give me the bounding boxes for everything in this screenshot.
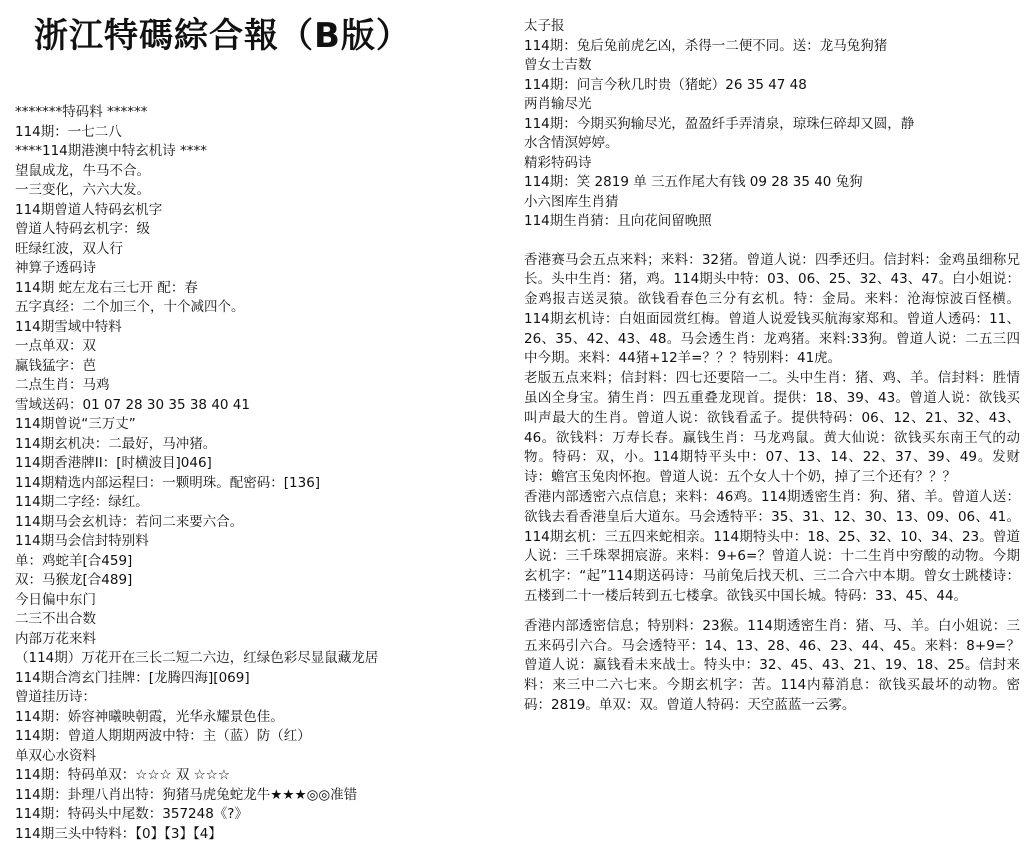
text-line: 旺绿红波，双人行 <box>15 240 505 260</box>
newspaper-title: 浙江特碼綜合報（B版） <box>34 8 411 57</box>
text-line: 114期曾说“三万丈” <box>15 415 505 435</box>
text-line: 神算子透码诗 <box>15 259 505 279</box>
paragraph-hk-internal-info: 香港内部透密信息；特别料：23猴。114期透密生肖：猪、马、羊。白小姐说：三五来码引六合。马会透特平：14、13、28、46、23、44、45。来料：8+9=？曾道人说：赢钱看未来战士。特头中：32、45、43、21、19、18、25。信封来料：来三中二六七来。今期玄机字：苦。114内幕消息：欲钱买最坏的动物。密码：2819。单双：双。曾道人特码：天空蓝蓝一云雾。 <box>524 617 1020 716</box>
text-line: 太子报 <box>524 17 1020 37</box>
text-line: 114期：卦理八肖出特：狗猪马虎兔蛇龙牛★★★◎◎准错 <box>15 786 505 806</box>
text-line: 114期香港牌II：[时横波目]046] <box>15 454 505 474</box>
text-line: 小六图库生肖猜 <box>524 193 1020 213</box>
text-line: （114期）万花开在三长二短二六边，红绿色彩尽显鼠藏龙居 <box>15 649 505 669</box>
text-line: 雪域送码：01 07 28 30 35 38 40 41 <box>15 396 505 416</box>
text-line: 114期合湾玄门挂牌：[龙腾四海][069] <box>15 669 505 689</box>
text-line: ****114期港澳中特玄机诗 **** <box>15 142 505 162</box>
text-line: 114期马会玄机诗：若问二来要六合。 <box>15 513 505 533</box>
spacer <box>524 232 1020 251</box>
text-line: 曾道人特码玄机字：级 <box>15 220 505 240</box>
paragraph-hk-internal-six-points: 香港内部透密六点信息；来料：46鸡。114期透密生肖：狗、猪、羊。曾道人送：欲钱去看香港皇后大道东。马会透特平：35、31、12、30、13、09、06、41。114期玄机：三五四来蛇相亲。114期特头中：18、25、32、10、34、23。曾道人说：三千珠翠拥宸游。来料：9+6=？曾道人说：十二生肖中穷酸的动物。今期玄机字：“起”114期送码诗：马前兔后找天机、三二合六中本期。曾女士跳楼诗：五楼到二十一楼后转到五七楼拿。欲钱买中国长城。特码：33、45、44。 <box>524 488 1020 607</box>
text-line: 114期马会信封特别料 <box>15 532 505 552</box>
text-line: 114期：问言今秋几时贵（猪蛇）26 35 47 48 <box>524 76 1020 96</box>
text-line: 114期曾道人特码玄机字 <box>15 201 505 221</box>
text-line: *******特码料 ****** <box>15 103 505 123</box>
text-line: 114期二字经：绿红。 <box>15 493 505 513</box>
text-line: 114期雪域中特料 <box>15 318 505 338</box>
text-line: 114期精选内部运程曰：一颗明珠。配密码：[136] <box>15 474 505 494</box>
paragraph-old-version-five-points: 老版五点来料；信封料：四七还要陪一二。头中生肖：猪、鸡、羊。信封料：胜情虽凶全身宝。猜生肖：四五重叠龙现首。提供：18、39、43。曾道人说：欲钱买叫声最大的生肖。曾道人说：欲钱看孟子。提供特码：06、12、21、32、43、46。欲钱料：万寿长春。赢钱生肖：马龙鸡鼠。黄大仙说：欲钱买东南王气的动物。特码：双，小。114期特平头中：07、13、14、22、37、39、49。发财诗：蟾宫玉兔肉怀抱。曾道人说：五个女人十个奶，掉了三个还有？？？ <box>524 369 1020 488</box>
text-line: 内部万花来料 <box>15 630 505 650</box>
text-line: 今日偏中东门 <box>15 591 505 611</box>
text-line: 114期：一七二八 <box>15 123 505 143</box>
text-line: 114期：兔后兔前虎乞凶，杀得一二便不同。送：龙马兔狗猪 <box>524 37 1020 57</box>
left-column <box>15 103 505 844</box>
text-line: 精彩特码诗 <box>524 154 1020 174</box>
text-line: 114期：笑 2819 单 三五作尾大有钱 09 28 35 40 兔狗 <box>524 173 1020 193</box>
text-line: 双：马猴龙[合489] <box>15 571 505 591</box>
text-line: 曾道挂历诗： <box>15 688 505 708</box>
text-line: 单双心水资料 <box>15 747 505 767</box>
text-line: 114期生肖猜：且向花间留晚照 <box>524 212 1020 232</box>
spacer <box>524 607 1020 617</box>
paragraph-hk-jockey-five-points: 香港赛马会五点来料；来料：32猪。曾道人说：四季还归。信封料：金鸡虽细称兄长。头中生肖：猪，鸡。114期头中特：03、06、25、32、43、47。白小姐说：金鸡报吉送灵猿。欲钱看春色三分有玄机。特：金局。来料：沧海惊波百怪横。114期玄机诗：白姐面园赏红梅。曾道人说爱钱买航海家郑和。曾道人透码：11、26、35、42、43、48。马会透生肖：龙鸡猪。来料:33狗。曾道人说：二五三四中今期。来料：44猪+12羊=？？？特别料：41虎。 <box>524 251 1020 370</box>
text-line: 114期：特码单双：☆☆☆ 双 ☆☆☆ <box>15 766 505 786</box>
text-line: 单：鸡蛇羊[合459] <box>15 552 505 572</box>
text-line: 114期：特码头中尾数：357248《?》 <box>15 805 505 825</box>
text-line: 114期 蛇左龙右三七开 配：春 <box>15 279 505 299</box>
text-line: 114期三头中特料：【0】【3】【4】 <box>15 825 505 844</box>
text-line: 望鼠成龙，牛马不合。 <box>15 162 505 182</box>
right-column <box>524 17 1020 716</box>
text-line: 曾女士吉数 <box>524 56 1020 76</box>
text-line: 赢钱猛字：芭 <box>15 357 505 377</box>
text-line: 一点单双：双 <box>15 337 505 357</box>
text-line: 水含情溟婷婷。 <box>524 134 1020 154</box>
text-line: 114期玄机决：二最好，马冲猪。 <box>15 435 505 455</box>
text-line: 一三变化，六六大发。 <box>15 181 505 201</box>
text-line: 二点生肖：马鸡 <box>15 376 505 396</box>
text-line: 五字真经：二个加三个，十个减四个。 <box>15 298 505 318</box>
text-line: 两肖输尽光 <box>524 95 1020 115</box>
text-line: 二三不出合数 <box>15 610 505 630</box>
text-line: 114期：今期买狗输尽光，盈盈纤手弄清泉，琼珠仨碎却又圆，静 <box>524 115 1020 135</box>
text-line: 114期：曾道人期期两波中特：主（蓝）防（红） <box>15 727 505 747</box>
text-line: 114期：娇容神曦映朝霞，光华永耀景色佳。 <box>15 708 505 728</box>
